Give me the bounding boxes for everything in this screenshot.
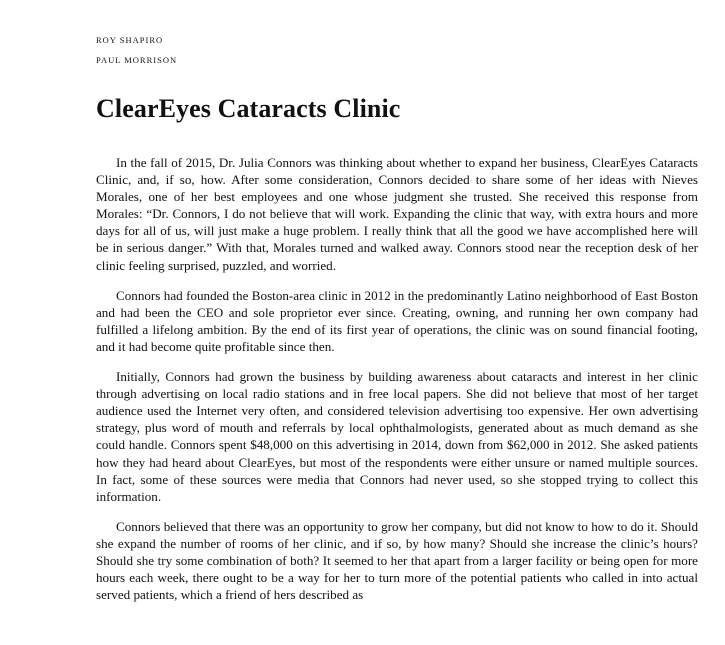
case-body bbox=[96, 154, 698, 616]
paragraph: In the fall of 2015, Dr. Julia Connors was thinking about whether to expand her business, ClearEyes Cataracts Clinic, and, if so, how. After some consideration, Connors decided to share some of her ideas with Nieves Morales, one of her best employees and one whose judgment she trusted. She received this response from Morales: “Dr. Connors, I do not believe that will work. Expanding the clinic that way, with extra hours and more days for all of us, will just make a huge problem. I really think that all the good we have accomplished here will be in serious danger.” With that, Morales turned and walked away. Connors stood near the reception desk of her clinic feeling surprised, puzzled, and worried. bbox=[96, 155, 698, 273]
case-title: ClearEyes Cataracts Clinic bbox=[96, 94, 401, 123]
author-name: PAUL MORRISON bbox=[96, 55, 178, 65]
paragraph: Initially, Connors had grown the business by building awareness about cataracts and interest in her clinic through advertising on local radio stations and in free local papers. She did not believe that most of her target audience used the Internet very often, and considered television advertising too expensive. Her own advertising strategy, plus word of mouth and referrals by local ophthalmologists, generated about as much demand as she could handle. Connors spent $48,000 on this advertising in 2014, down from $62,000 in 2012. She asked patients how they had heard about ClearEyes, but most of the respondents were either unsure or named multiple sources. In fact, some of these sources were media that Connors had never used, so she stopped trying to collect this information. bbox=[96, 369, 698, 504]
author-byline bbox=[96, 30, 177, 70]
paragraph: Connors believed that there was an opportunity to grow her company, but did not know to how to do it. Should she expand the number of rooms of her clinic, and if so, by how many? Should she increase the clinic’s hours? Should she try some combination of both? It seemed to her that apart from a larger facility or being open for more hours each week, there ought to be a way for her to turn more of the potential patients who called in into actual served patients, which a friend of hers described as bbox=[96, 518, 698, 603]
author-name: ROY SHAPIRO bbox=[96, 35, 164, 45]
paragraph: Connors had founded the Boston-area clinic in 2012 in the predominantly Latino neighborhood of East Boston and had been the CEO and sole proprietor ever since. Creating, owning, and running her own company had fulfilled a lifelong ambition. By the end of its first year of operations, the clinic was on sound financial footing, and it had become quite profitable since then. bbox=[96, 287, 698, 354]
